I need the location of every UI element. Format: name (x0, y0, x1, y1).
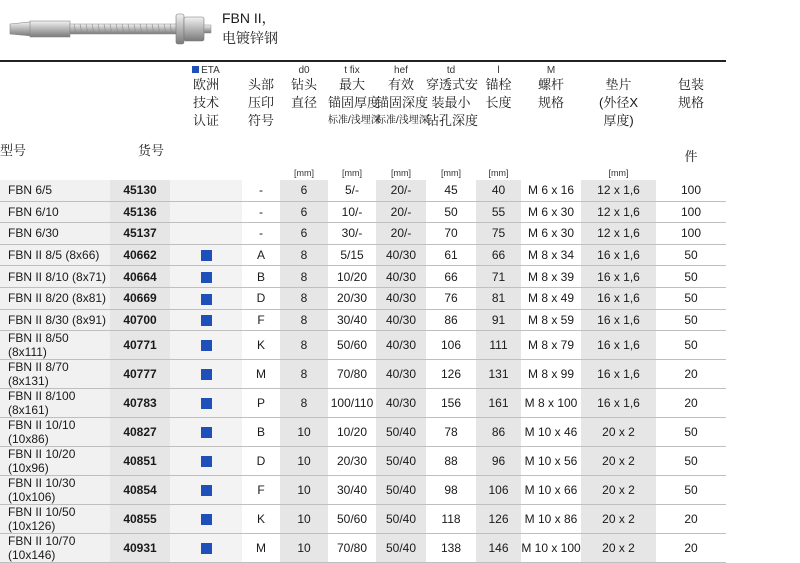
cell-anchor-length: 86 (476, 418, 521, 447)
cell-max-fixture-thickness: 30/40 (328, 309, 376, 331)
cell-eta (170, 418, 242, 447)
cell-washer: 16 x 1,6 (581, 389, 656, 418)
cell-item-number: 45137 (110, 223, 170, 245)
eta-approved-icon (201, 427, 212, 438)
table-row (0, 244, 791, 266)
cell-drill-diameter: 8 (280, 244, 328, 266)
eta-approved-icon (201, 543, 212, 554)
cell-drill-diameter: 6 (280, 223, 328, 245)
cell-min-drill-depth: 126 (426, 360, 476, 389)
header-max-fixture-thickness: t fix 最大 锚固厚度 标准/浅埋深 (328, 61, 376, 166)
cell-min-drill-depth: 78 (426, 418, 476, 447)
cell-washer: 20 x 2 (581, 447, 656, 476)
cell-item-number: 40669 (110, 287, 170, 309)
cell-package-qty: 50 (656, 476, 726, 505)
cell-head-mark: B (242, 418, 280, 447)
cell-min-drill-depth: 86 (426, 309, 476, 331)
cell-eta (170, 244, 242, 266)
table-row (0, 505, 791, 534)
cell-anchor-length: 126 (476, 505, 521, 534)
cell-eta (170, 266, 242, 288)
cell-max-fixture-thickness: 10/20 (328, 418, 376, 447)
cell-head-mark: A (242, 244, 280, 266)
cell-min-drill-depth: 88 (426, 447, 476, 476)
cell-eta (170, 505, 242, 534)
cell-effective-depth: 40/30 (376, 266, 426, 288)
cell-anchor-length: 131 (476, 360, 521, 389)
cell-eta (170, 331, 242, 360)
cell-anchor-length: 71 (476, 266, 521, 288)
cell-model: FBN II 8/20 (8x81) (0, 287, 110, 309)
header-eta: ETA 欧洲 技术 认证 (170, 61, 242, 166)
table-row (0, 309, 791, 331)
cell-anchor-length: 96 (476, 447, 521, 476)
cell-effective-depth: 20/- (376, 201, 426, 223)
header-washer: 垫片 (外径X 厚度) (581, 61, 656, 166)
cell-item-number: 40851 (110, 447, 170, 476)
cell-drill-diameter: 10 (280, 476, 328, 505)
cell-drill-diameter: 8 (280, 266, 328, 288)
header-anchor-length: l 锚栓 长度 (476, 61, 521, 166)
cell-item-number: 40771 (110, 331, 170, 360)
header-package-qty: 包装 规格 件 (656, 61, 726, 166)
cell-thread-size: M 8 x 100 (521, 389, 581, 418)
cell-drill-diameter: 8 (280, 389, 328, 418)
cell-package-qty: 50 (656, 266, 726, 288)
cell-item-number: 40827 (110, 418, 170, 447)
cell-washer: 16 x 1,6 (581, 244, 656, 266)
cell-package-qty: 20 (656, 505, 726, 534)
cell-thread-size: M 8 x 79 (521, 331, 581, 360)
cell-head-mark: F (242, 476, 280, 505)
cell-head-mark: M (242, 534, 280, 563)
cell-model: FBN II 8/30 (8x91) (0, 309, 110, 331)
cell-model: FBN II 8/5 (8x66) (0, 244, 110, 266)
cell-anchor-length: 66 (476, 244, 521, 266)
table-row (0, 534, 791, 563)
cell-min-drill-depth: 45 (426, 180, 476, 201)
cell-model: FBN II 8/50 (8x111) (0, 331, 110, 360)
eta-approved-icon (201, 272, 212, 283)
cell-package-qty: 20 (656, 360, 726, 389)
cell-drill-diameter: 8 (280, 287, 328, 309)
spec-table-wrap (0, 60, 800, 563)
cell-thread-size: M 8 x 34 (521, 244, 581, 266)
cell-effective-depth: 40/30 (376, 309, 426, 331)
cell-max-fixture-thickness: 20/30 (328, 287, 376, 309)
header-thread-size: M 螺杆 规格 (521, 61, 581, 166)
cell-min-drill-depth: 138 (426, 534, 476, 563)
cell-anchor-length: 161 (476, 389, 521, 418)
cell-model: FBN II 10/10 (10x86) (0, 418, 110, 447)
cell-package-qty: 50 (656, 309, 726, 331)
cell-max-fixture-thickness: 70/80 (328, 534, 376, 563)
cell-max-fixture-thickness: 100/110 (328, 389, 376, 418)
cell-thread-size: M 6 x 30 (521, 223, 581, 245)
cell-max-fixture-thickness: 50/60 (328, 505, 376, 534)
cell-thread-size: M 10 x 56 (521, 447, 581, 476)
table-row (0, 360, 791, 389)
cell-effective-depth: 20/- (376, 223, 426, 245)
eta-approved-icon (201, 369, 212, 380)
cell-washer: 20 x 2 (581, 418, 656, 447)
cell-drill-diameter: 10 (280, 534, 328, 563)
cell-effective-depth: 50/40 (376, 476, 426, 505)
cell-eta (170, 534, 242, 563)
cell-eta (170, 389, 242, 418)
cell-item-number: 40783 (110, 389, 170, 418)
cell-eta (170, 447, 242, 476)
cell-max-fixture-thickness: 30/- (328, 223, 376, 245)
cell-eta (170, 180, 242, 201)
cell-washer: 16 x 1,6 (581, 309, 656, 331)
cell-thread-size: M 6 x 16 (521, 180, 581, 201)
table-row (0, 389, 791, 418)
cell-anchor-length: 55 (476, 201, 521, 223)
cell-effective-depth: 50/40 (376, 447, 426, 476)
cell-washer: 20 x 2 (581, 505, 656, 534)
cell-head-mark: K (242, 505, 280, 534)
cell-package-qty: 20 (656, 534, 726, 563)
table-row (0, 201, 791, 223)
cell-item-number: 40664 (110, 266, 170, 288)
cell-model: FBN II 8/10 (8x71) (0, 266, 110, 288)
cell-eta (170, 360, 242, 389)
header-head-mark: 头部 压印 符号 (242, 61, 280, 166)
cell-model: FBN II 8/70 (8x131) (0, 360, 110, 389)
cell-eta (170, 201, 242, 223)
table-row (0, 287, 791, 309)
cell-item-number: 40854 (110, 476, 170, 505)
cell-washer: 16 x 1,6 (581, 331, 656, 360)
spec-table-body (0, 180, 791, 563)
cell-drill-diameter: 10 (280, 418, 328, 447)
cell-anchor-length: 106 (476, 476, 521, 505)
eta-approved-icon (201, 294, 212, 305)
cell-item-number: 40777 (110, 360, 170, 389)
cell-package-qty: 100 (656, 201, 726, 223)
cell-washer: 20 x 2 (581, 534, 656, 563)
cell-min-drill-depth: 98 (426, 476, 476, 505)
cell-min-drill-depth: 76 (426, 287, 476, 309)
units-row: [mm] [mm] [mm] [mm] [mm] [mm] (294, 168, 629, 178)
eta-approved-icon (201, 398, 212, 409)
header-item-number: 货号 (110, 61, 170, 166)
cell-package-qty: 50 (656, 244, 726, 266)
eta-approved-icon (201, 250, 212, 261)
cell-min-drill-depth: 118 (426, 505, 476, 534)
cell-effective-depth: 50/40 (376, 505, 426, 534)
header-effective-depth: hef 有效 锚固深度 标准/浅埋深 (376, 61, 426, 166)
cell-washer: 12 x 1,6 (581, 180, 656, 201)
cell-min-drill-depth: 106 (426, 331, 476, 360)
cell-effective-depth: 50/40 (376, 418, 426, 447)
cell-max-fixture-thickness: 10/- (328, 201, 376, 223)
product-header (0, 0, 800, 60)
cell-anchor-length: 75 (476, 223, 521, 245)
cell-washer: 12 x 1,6 (581, 201, 656, 223)
cell-item-number: 40700 (110, 309, 170, 331)
cell-effective-depth: 50/40 (376, 534, 426, 563)
cell-eta (170, 223, 242, 245)
cell-thread-size: M 10 x 46 (521, 418, 581, 447)
cell-min-drill-depth: 70 (426, 223, 476, 245)
table-row (0, 223, 791, 245)
cell-anchor-length: 91 (476, 309, 521, 331)
cell-head-mark: - (242, 180, 280, 201)
cell-thread-size: M 10 x 66 (521, 476, 581, 505)
cell-washer: 16 x 1,6 (581, 266, 656, 288)
cell-effective-depth: 40/30 (376, 360, 426, 389)
header-drill-diameter: d0 钻头 直径 (280, 61, 328, 166)
eta-approved-icon (201, 340, 212, 351)
cell-drill-diameter: 6 (280, 201, 328, 223)
cell-effective-depth: 40/30 (376, 244, 426, 266)
cell-item-number: 40662 (110, 244, 170, 266)
cell-thread-size: M 8 x 59 (521, 309, 581, 331)
cell-model: FBN II 8/100 (8x161) (0, 389, 110, 418)
cell-package-qty: 20 (656, 389, 726, 418)
table-row (0, 418, 791, 447)
cell-thread-size: M 10 x 100 (521, 534, 581, 563)
cell-min-drill-depth: 156 (426, 389, 476, 418)
cell-min-drill-depth: 50 (426, 201, 476, 223)
cell-max-fixture-thickness: 50/60 (328, 331, 376, 360)
cell-head-mark: F (242, 309, 280, 331)
table-row (0, 476, 791, 505)
cell-max-fixture-thickness: 5/- (328, 180, 376, 201)
cell-thread-size: M 8 x 49 (521, 287, 581, 309)
eta-approved-icon (201, 456, 212, 467)
cell-model: FBN II 10/50 (10x126) (0, 505, 110, 534)
cell-model: FBN II 10/70 (10x146) (0, 534, 110, 563)
cell-drill-diameter: 8 (280, 360, 328, 389)
cell-head-mark: K (242, 331, 280, 360)
cell-washer: 12 x 1,6 (581, 223, 656, 245)
cell-package-qty: 50 (656, 331, 726, 360)
cell-anchor-length: 81 (476, 287, 521, 309)
cell-effective-depth: 40/30 (376, 331, 426, 360)
cell-thread-size: M 8 x 39 (521, 266, 581, 288)
cell-thread-size: M 8 x 99 (521, 360, 581, 389)
eta-approved-icon (201, 315, 212, 326)
cell-model: FBN II 10/30 (10x106) (0, 476, 110, 505)
cell-anchor-length: 111 (476, 331, 521, 360)
cell-item-number: 45136 (110, 201, 170, 223)
cell-package-qty: 100 (656, 223, 726, 245)
cell-drill-diameter: 8 (280, 331, 328, 360)
cell-item-number: 45130 (110, 180, 170, 201)
cell-effective-depth: 20/- (376, 180, 426, 201)
cell-washer: 20 x 2 (581, 476, 656, 505)
table-row (0, 180, 791, 201)
eta-approved-icon (201, 485, 212, 496)
product-title-line1: FBN II， (222, 10, 276, 26)
cell-model: FBN 6/30 (0, 223, 110, 245)
cell-head-mark: B (242, 266, 280, 288)
anchor-bolt-image (8, 8, 213, 52)
product-title-line2: 电镀锌钢 (222, 30, 278, 46)
eta-legend-icon (192, 66, 199, 73)
cell-effective-depth: 40/30 (376, 389, 426, 418)
header-min-drill-depth: td 穿透式安 装最小 钻孔深度 (426, 61, 476, 166)
cell-drill-diameter: 10 (280, 505, 328, 534)
cell-head-mark: P (242, 389, 280, 418)
table-row (0, 331, 791, 360)
cell-head-mark: - (242, 223, 280, 245)
cell-item-number: 40855 (110, 505, 170, 534)
table-row (0, 447, 791, 476)
cell-washer: 16 x 1,6 (581, 287, 656, 309)
cell-min-drill-depth: 61 (426, 244, 476, 266)
cell-head-mark: M (242, 360, 280, 389)
cell-max-fixture-thickness: 30/40 (328, 476, 376, 505)
spec-table (0, 60, 791, 563)
cell-effective-depth: 40/30 (376, 287, 426, 309)
cell-package-qty: 50 (656, 418, 726, 447)
cell-thread-size: M 10 x 86 (521, 505, 581, 534)
cell-max-fixture-thickness: 20/30 (328, 447, 376, 476)
cell-package-qty: 100 (656, 180, 726, 201)
cell-max-fixture-thickness: 70/80 (328, 360, 376, 389)
cell-model: FBN 6/10 (0, 201, 110, 223)
cell-min-drill-depth: 66 (426, 266, 476, 288)
cell-thread-size: M 6 x 30 (521, 201, 581, 223)
eta-approved-icon (201, 514, 212, 525)
cell-head-mark: - (242, 201, 280, 223)
cell-package-qty: 50 (656, 447, 726, 476)
cell-head-mark: D (242, 447, 280, 476)
cell-anchor-length: 40 (476, 180, 521, 201)
cell-eta (170, 309, 242, 331)
product-title (222, 8, 278, 48)
cell-item-number: 40931 (110, 534, 170, 563)
cell-head-mark: D (242, 287, 280, 309)
cell-package-qty: 50 (656, 287, 726, 309)
cell-anchor-length: 146 (476, 534, 521, 563)
cell-drill-diameter: 6 (280, 180, 328, 201)
header-model: 型号 (0, 61, 110, 166)
cell-eta (170, 476, 242, 505)
cell-max-fixture-thickness: 5/15 (328, 244, 376, 266)
cell-model: FBN II 10/20 (10x96) (0, 447, 110, 476)
cell-drill-diameter: 10 (280, 447, 328, 476)
cell-washer: 16 x 1,6 (581, 360, 656, 389)
table-row (0, 266, 791, 288)
cell-model: FBN 6/5 (0, 180, 110, 201)
cell-eta (170, 287, 242, 309)
cell-max-fixture-thickness: 10/20 (328, 266, 376, 288)
cell-drill-diameter: 8 (280, 309, 328, 331)
eta-legend: ETA (170, 62, 242, 76)
